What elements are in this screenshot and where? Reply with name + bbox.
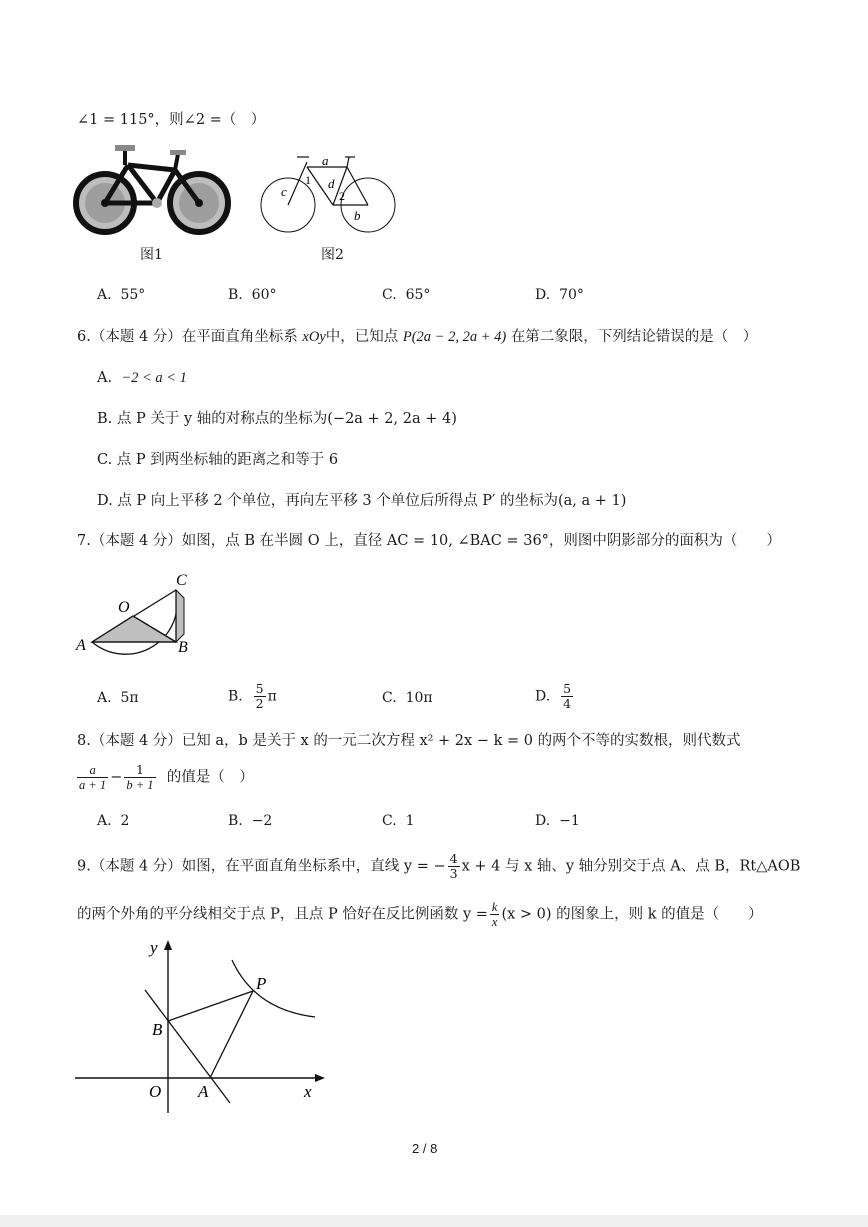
q6-option-a: A. −2 < a < 1 — [97, 370, 187, 386]
axis-x-label: x — [304, 1082, 312, 1101]
q8-stem: 8.（本题 4 分）已知 a，b 是关于 x 的一元二次方程 x² + 2x − k = 0 的两个不等的实数根，则代数式 — [77, 733, 741, 749]
q5-option-d: D. 70° — [535, 287, 584, 303]
label-a: a — [322, 153, 329, 168]
bicycle-figure-1 — [70, 140, 240, 240]
point-c-label: C — [176, 572, 187, 589]
point-b-label: B — [178, 639, 188, 656]
coordinate-figure — [70, 935, 330, 1115]
point-a-label: A — [198, 1082, 209, 1101]
q6-stem: 6.（本题 4 分）在平面直角坐标系 xOy中，已知点 P(2a − 2, 2a + 4) 在第二象限，下列结论错误的是（ ） — [77, 329, 758, 345]
axis-y-label: y — [150, 938, 158, 957]
q8-option-d: D. −1 — [535, 813, 580, 829]
figure-1-caption: 图1 — [140, 247, 163, 263]
point-a-label: A — [76, 637, 86, 654]
semicircle-figure — [72, 568, 202, 663]
origin-o-label: O — [149, 1082, 162, 1101]
page-number: 2 / 8 — [412, 1141, 438, 1156]
angle-1-label: 1 — [305, 173, 311, 187]
q5-option-a: A. 55° — [97, 287, 146, 303]
point-p-label: P — [256, 974, 267, 993]
q7-stem: 7.（本题 4 分）如图，点 B 在半圆 O 上，直径 AC = 10, ∠BAC = 36°，则图中阴影部分的面积为（ ） — [77, 533, 781, 549]
q9-stem-line2: 的两个外角的平分线相交于点 P，且点 P 恰好在反比例函数 y = $\frac{k}{x}$ (x > 0) 的图象上，则 k 的值是（ ） — [77, 900, 763, 929]
point-b-label: B — [152, 1020, 163, 1039]
figure-2-caption: 图2 — [321, 247, 344, 263]
viewer-bottom-bar — [0, 1215, 868, 1227]
bicycle-figure-2 — [255, 150, 405, 240]
label-c: c — [281, 184, 287, 199]
q7-option-b: B. $\frac{5}{2}$ π — [228, 681, 277, 711]
label-b: b — [354, 208, 361, 223]
q8-expression: $\frac{a}{a + 1}$ − $\frac{1}{b + 1}$ 的值是（ ） — [79, 762, 254, 792]
q7-option-a: A. 5π — [97, 690, 139, 706]
q5-stem-tail: ∠1 = 115°，则∠2 =（ ） — [77, 112, 266, 128]
q8-option-c: C. 1 — [382, 813, 415, 829]
q9-stem-line1: 9.（本题 4 分）如图，在平面直角坐标系中，直线 y = − $\frac{4}{3}$ x + 4 与 x 轴、y 轴分别交于点 A、点 B，Rt△AOB — [77, 851, 801, 881]
q5-option-c: C. 65° — [382, 287, 431, 303]
point-o-label: O — [118, 599, 130, 616]
q6-option-c: C. 点 P 到两坐标轴的距离之和等于 6 — [97, 452, 339, 468]
q6-option-b: B. 点 P 关于 y 轴的对称点的坐标为(−2a + 2, 2a + 4) — [97, 411, 457, 427]
q8-option-a: A. 2 — [97, 813, 130, 829]
q8-option-b: B. −2 — [228, 813, 273, 829]
angle-2-label: 2 — [339, 189, 345, 203]
q5-option-b: B. 60° — [228, 287, 277, 303]
q6-option-d: D. 点 P 向上平移 2 个单位，再向左平移 3 个单位后所得点 P′ 的坐标为(a, a + 1) — [97, 493, 627, 509]
label-d: d — [328, 176, 335, 191]
q7-option-c: C. 10π — [382, 690, 433, 706]
q7-option-d: D. $\frac{5}{4}$ — [535, 681, 572, 711]
